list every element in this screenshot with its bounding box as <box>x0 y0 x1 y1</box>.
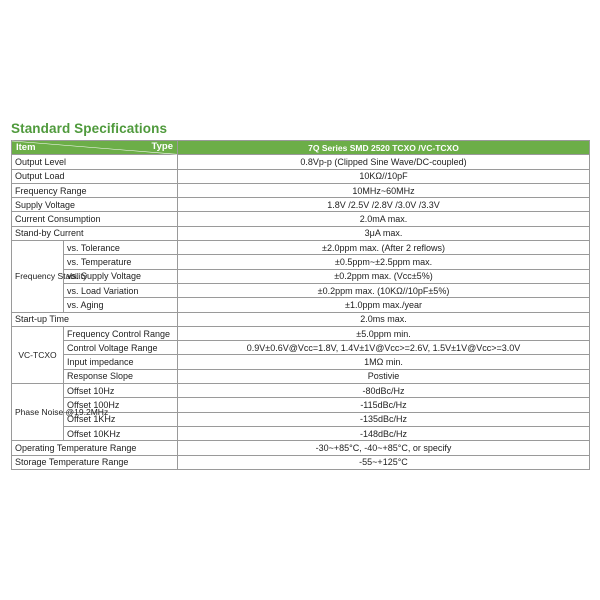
row-value: ±1.0ppm max./year <box>178 298 590 312</box>
row-value: 1MΩ min. <box>178 355 590 369</box>
table-row <box>12 384 590 398</box>
row-value: ±0.2ppm max. (10KΩ//10pF±5%) <box>178 283 590 297</box>
row-value: -30~+85°C, -40~+85°C, or specify <box>178 441 590 455</box>
row-value: 0.9V±0.6V@Vcc=1.8V, 1.4V±1V@Vcc>=2.6V, 1.5V±1V@Vcc>=3.0V <box>178 341 590 355</box>
table-row <box>12 241 590 255</box>
row-value: 10MHz~60MHz <box>178 183 590 197</box>
table-row <box>12 369 590 383</box>
table-row <box>12 312 590 326</box>
product-header: 7Q Series SMD 2520 TCXO /VC-TCXO <box>178 141 590 155</box>
row-label: Supply Voltage <box>12 198 178 212</box>
row-label: Operating Temperature Range <box>12 441 178 455</box>
row-label: Stand-by Current <box>12 226 178 240</box>
table-row <box>12 298 590 312</box>
sub-label: Control Voltage Range <box>64 341 178 355</box>
row-label: Output Load <box>12 169 178 183</box>
sub-label: Frequency Control Range <box>64 326 178 340</box>
spec-table <box>11 140 590 470</box>
row-value: 2.0mA max. <box>178 212 590 226</box>
sub-label: Offset 10KHz <box>64 426 178 440</box>
table-row <box>12 426 590 440</box>
row-value: 3μA max. <box>178 226 590 240</box>
table-row <box>12 283 590 297</box>
table-row <box>12 198 590 212</box>
row-value: 0.8Vp-p (Clipped Sine Wave/DC-coupled) <box>178 155 590 169</box>
row-value: 10KΩ//10pF <box>178 169 590 183</box>
sub-label: vs. Temperature <box>64 255 178 269</box>
table-row <box>12 255 590 269</box>
type-label: Type <box>151 141 173 152</box>
row-label: Frequency Range <box>12 183 178 197</box>
row-label: Start-up Time <box>12 312 178 326</box>
group-label-frequency-stability: Frequency Stability <box>12 241 64 312</box>
row-value: ±2.0ppm max. (After 2 reflows) <box>178 241 590 255</box>
table-row <box>12 355 590 369</box>
group-label-phase-noise: Phase Noise @19.2MHz <box>12 384 64 441</box>
table-row <box>12 412 590 426</box>
sub-label: Offset 100Hz <box>64 398 178 412</box>
row-value: ±0.2ppm max. (Vcc±5%) <box>178 269 590 283</box>
item-label: Item <box>16 142 36 154</box>
table-row <box>12 341 590 355</box>
table-row <box>12 169 590 183</box>
row-value: -135dBc/Hz <box>178 412 590 426</box>
table-row <box>12 155 590 169</box>
group-label-vc-tcxo: VC-TCXO <box>12 326 64 383</box>
table-row <box>12 183 590 197</box>
row-value: 1.8V /2.5V /2.8V /3.0V /3.3V <box>178 198 590 212</box>
row-value: -55~+125°C <box>178 455 590 469</box>
table-row <box>12 441 590 455</box>
sub-label: vs. Load Variation <box>64 283 178 297</box>
row-value: ±5.0ppm min. <box>178 326 590 340</box>
sub-label: Offset 10Hz <box>64 384 178 398</box>
sub-label: vs. Tolerance <box>64 241 178 255</box>
row-label: Storage Temperature Range <box>12 455 178 469</box>
table-row <box>12 326 590 340</box>
sub-label: vs. Supply Voltage <box>64 269 178 283</box>
row-value: -148dBc/Hz <box>178 426 590 440</box>
table-row <box>12 269 590 283</box>
table-header-row <box>12 141 590 155</box>
row-value: 2.0ms max. <box>178 312 590 326</box>
sub-label: Input impedance <box>64 355 178 369</box>
table-row <box>12 455 590 469</box>
sub-label: Offset 1KHz <box>64 412 178 426</box>
type-item-header <box>12 141 178 155</box>
table-row <box>12 226 590 240</box>
page-title: Standard Specifications <box>11 121 168 136</box>
row-label: Current Consumption <box>12 212 178 226</box>
sub-label: vs. Aging <box>64 298 178 312</box>
row-label: Output Level <box>12 155 178 169</box>
row-value: Postivie <box>178 369 590 383</box>
row-value: -115dBc/Hz <box>178 398 590 412</box>
table-row <box>12 398 590 412</box>
row-value: ±0.5ppm~±2.5ppm max. <box>178 255 590 269</box>
row-value: -80dBc/Hz <box>178 384 590 398</box>
table-row <box>12 212 590 226</box>
sub-label: Response Slope <box>64 369 178 383</box>
